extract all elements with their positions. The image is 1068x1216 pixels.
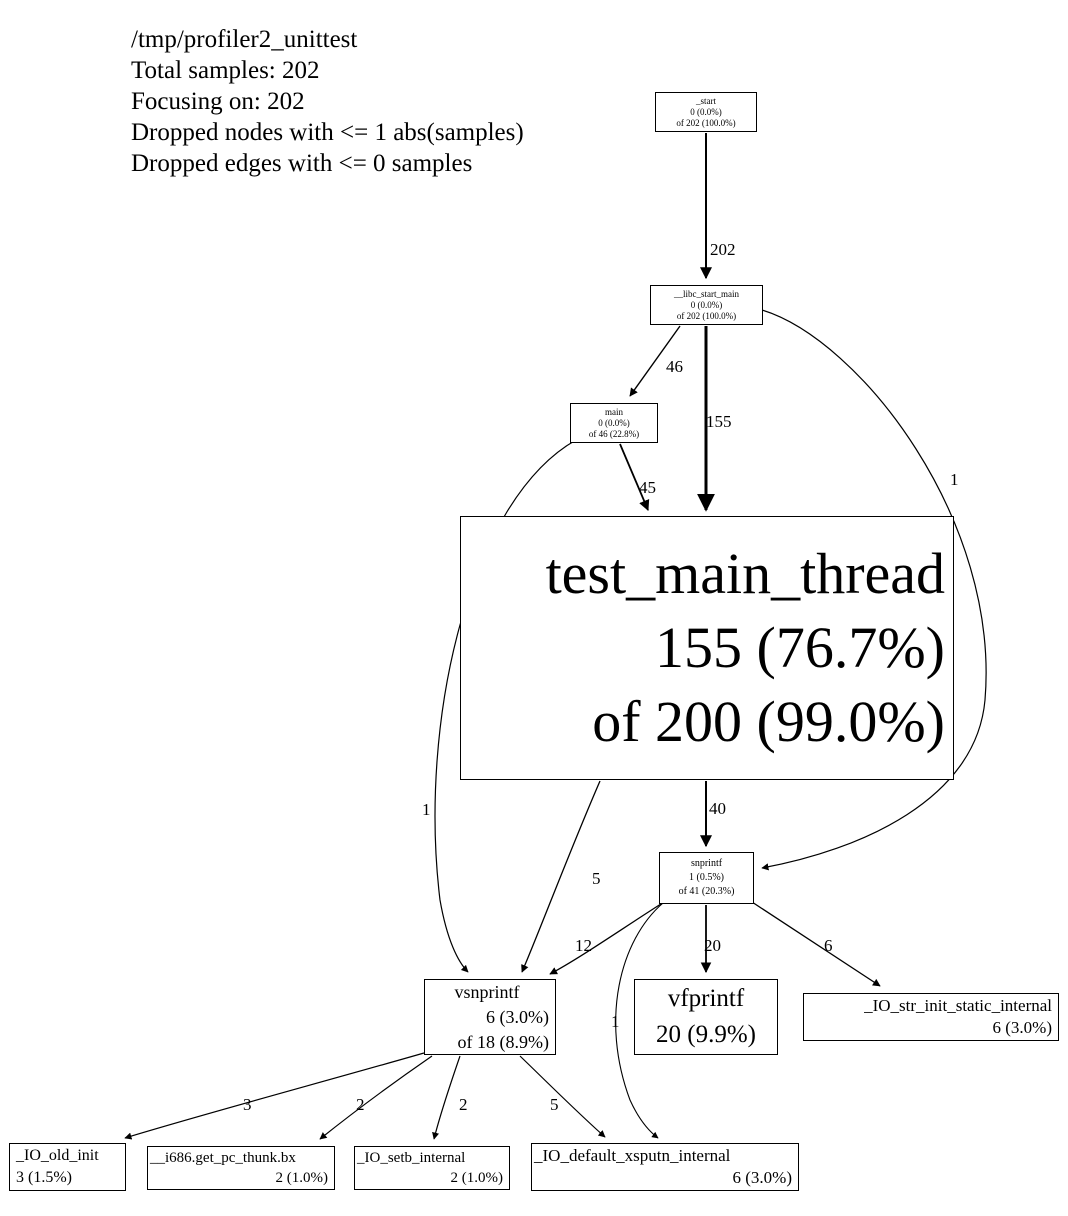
node-io-old-init[interactable] xyxy=(9,1143,126,1191)
node-name: _start xyxy=(696,95,716,106)
node-name: vfprintf xyxy=(667,985,745,1012)
header-line-dropped-nodes: Dropped nodes with <= 1 abs(samples) xyxy=(131,119,524,146)
edge-label-snprintf-iostr: 6 xyxy=(824,936,833,955)
node-total: of 202 (100.0%) xyxy=(676,117,736,128)
node-name: _IO_default_xsputn_internal xyxy=(534,1146,731,1165)
edge-label-vsnprintf-xsputn: 5 xyxy=(550,1095,559,1114)
node-name: __libc_start_main xyxy=(674,288,739,299)
node-name: _IO_old_init xyxy=(16,1147,99,1164)
node-name: vsnprintf xyxy=(454,981,520,1002)
edge-label-main-vsnprintf: 1 xyxy=(422,800,431,819)
node-libc-start-main[interactable] xyxy=(650,285,763,325)
node-name: _IO_str_init_static_internal xyxy=(864,996,1052,1015)
node-total: of 202 (100.0%) xyxy=(676,310,737,321)
edge-label-snprintf-vfprintf: 20 xyxy=(704,936,721,955)
header-line-total-samples: Total samples: 202 xyxy=(131,57,320,84)
node-vsnprintf[interactable] xyxy=(424,979,556,1055)
node-self: 6 (3.0%) xyxy=(992,1018,1052,1037)
node-name: __i686.get_pc_thunk.bx xyxy=(150,1150,296,1166)
node-self: 2 (1.0%) xyxy=(275,1170,328,1186)
node-total: of 46 (22.8%) xyxy=(588,428,640,439)
node-self: 155 (76.7%) xyxy=(655,615,945,680)
node-io-setb-internal[interactable] xyxy=(354,1146,510,1190)
header-line-path: /tmp/profiler2_unittest xyxy=(131,26,358,53)
node-name: test_main_thread xyxy=(545,541,945,606)
node-test-main-thread[interactable] xyxy=(460,516,954,780)
node-total: of 18 (8.9%) xyxy=(457,1031,549,1052)
edge-label-libc-main: 46 xyxy=(666,357,683,376)
node-io-str-init-static-internal[interactable] xyxy=(803,993,1059,1041)
node-name: snprintf xyxy=(690,858,723,869)
node-vfprintf[interactable] xyxy=(634,979,778,1055)
node-io-default-xsputn-internal[interactable] xyxy=(531,1143,799,1191)
edge-label-snprintf-xsputn: 1 xyxy=(611,1012,620,1031)
profile-header xyxy=(131,24,524,179)
node-self: 0 (0.0%) xyxy=(690,299,723,310)
header-line-focusing: Focusing on: 202 xyxy=(131,88,305,115)
edge-label-tmt-snprintf: 40 xyxy=(709,799,726,818)
node-self: 2 (1.0%) xyxy=(450,1170,503,1186)
edge-label-start-libc: 202 xyxy=(710,240,736,259)
node-self: 1 (0.5%) xyxy=(689,872,724,883)
node-total: of 41 (20.3%) xyxy=(678,886,735,897)
node-self: 20 (9.9%) xyxy=(656,1021,756,1048)
edge-label-snprintf-vsnprintf: 12 xyxy=(575,936,592,955)
node-_start[interactable] xyxy=(655,92,757,132)
edge-label-tmt-vsnprintf: 5 xyxy=(592,869,601,888)
node-self: 6 (3.0%) xyxy=(486,1006,549,1027)
node-total: of 200 (99.0%) xyxy=(592,689,945,754)
edge-label-libc-tmt: 155 xyxy=(706,412,732,431)
edge-label-libc-snprintf: 1 xyxy=(950,470,959,489)
node-snprintf[interactable] xyxy=(659,852,754,904)
edge-label-main-tmt: 45 xyxy=(639,478,656,497)
node-name: main xyxy=(605,406,623,417)
node-main[interactable] xyxy=(570,403,658,443)
node-name: _IO_setb_internal xyxy=(357,1150,466,1166)
node-self: 0 (0.0%) xyxy=(598,417,630,428)
edge-label-vsnprintf-ioold: 3 xyxy=(243,1095,252,1114)
edge-label-vsnprintf-setb: 2 xyxy=(459,1095,468,1114)
node-self: 3 (1.5%) xyxy=(16,1169,72,1186)
header-line-dropped-edges: Dropped edges with <= 0 samples xyxy=(131,150,473,177)
node-self: 6 (3.0%) xyxy=(732,1168,792,1187)
node-self: 0 (0.0%) xyxy=(690,106,722,117)
edge-label-vsnprintf-i686: 2 xyxy=(356,1095,365,1114)
node-i686-get-pc-thunk-bx[interactable] xyxy=(147,1146,335,1190)
